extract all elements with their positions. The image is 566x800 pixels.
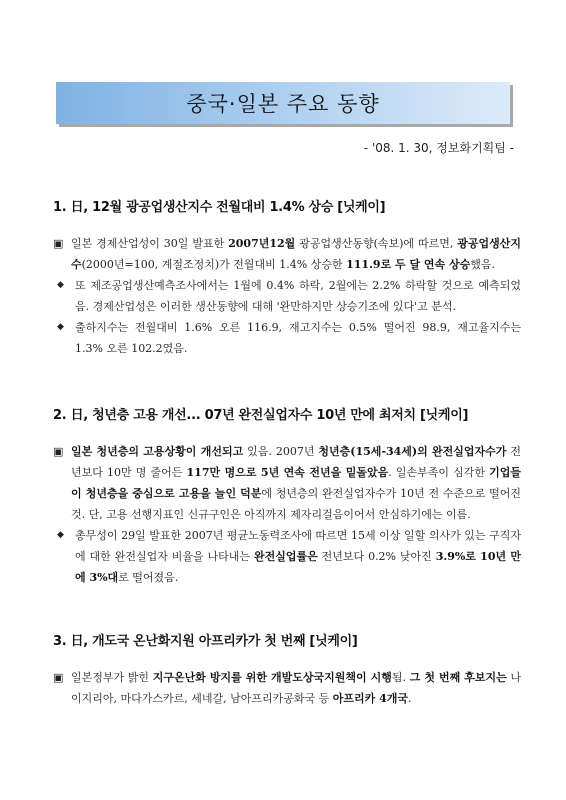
- bold-text-segment: 3.9%로 10년 만에 3%대: [75, 550, 521, 584]
- diamond-bullet-icon: ◆: [57, 280, 64, 290]
- section-2: [53, 404, 521, 588]
- bold-text-segment: 117만 명으로 5년 연속 전년을 밑돌았음: [186, 466, 389, 479]
- text-segment: 있음. 2007년: [243, 445, 319, 458]
- page-title: 중국·일본 주요 동향: [186, 92, 380, 116]
- bold-text-segment: 아프리카 4개국: [332, 692, 408, 705]
- paragraph-text: [71, 667, 521, 709]
- bold-text-segment: 일본 청년층의 고용상황이 개선되고: [71, 445, 244, 458]
- diamond-bullet-icon: ◆: [57, 322, 64, 332]
- main-paragraph: [53, 667, 521, 709]
- title-banner: [56, 82, 510, 124]
- text-segment: .: [408, 692, 412, 705]
- text-segment: 로 떨어졌음.: [118, 571, 179, 584]
- paragraph-text: [71, 233, 521, 275]
- square-bullet-icon: ▣: [53, 671, 64, 684]
- diamond-bullet-icon: ◆: [57, 530, 64, 540]
- bullet-item: [57, 317, 521, 359]
- text-segment: 나이지리아, 마다가스카르, 세네갈, 남아프리카공화국 등: [71, 671, 522, 705]
- bullet-item: [57, 275, 521, 317]
- main-paragraph: [53, 441, 521, 525]
- section-heading: 1. 日, 12월 광공업생산지수 전월대비 1.4% 상승 [닛케이]: [53, 200, 386, 215]
- text-segment: 됨.: [391, 671, 410, 684]
- paragraph-text: [71, 441, 521, 525]
- section-heading: 3. 日, 개도국 온난화지원 아프리카가 첫 번째 [닛케이]: [53, 634, 358, 649]
- text-segment: . 일손부족이 심각한: [388, 466, 490, 479]
- square-bullet-icon: ▣: [53, 445, 64, 458]
- text-segment: 일본정부가 밝힌: [71, 671, 153, 684]
- bold-text-segment: 광공업생산지수: [71, 237, 521, 271]
- text-segment: 에 청년층의 완전실업자수가 10년 전 수준으로 떨어진 것. 단, 고용 선행지표인 신규구인은 아직까지 제자리걸음이어서 안심하기에는 이름.: [71, 487, 522, 521]
- bold-text-segment: 지구온난화 방지를 위한 개발도상국지원책이 시행: [152, 671, 392, 684]
- text-segment: 전년보다 0.2% 낮아진: [317, 550, 436, 563]
- dateline: - '08. 1. 30, 정보화기획팀 -: [363, 141, 514, 155]
- text-segment: 했음.: [470, 258, 496, 271]
- bullet-item: [57, 525, 521, 588]
- text-segment: (2000년=100, 계절조정치)가 전월대비 1.4% 상승한: [81, 258, 347, 271]
- bullet-text: [75, 525, 521, 588]
- bold-text-segment: 완전실업률은: [253, 550, 318, 563]
- bullet-text: 출하지수는 전월대비 1.6% 오른 116.9, 재고지수는 0.5% 떨어진 98.9, 재고율지수는 1.3% 오른 102.2였음.: [75, 321, 521, 355]
- bold-text-segment: 111.9로 두 달 연속 상승: [346, 258, 471, 271]
- bold-text-segment: 2007년12월: [228, 237, 296, 250]
- bold-text-segment: 그 첫 번째 후보지는: [409, 671, 507, 684]
- bold-text-segment: 청년층(15세-34세)의 완전실업자수가: [318, 445, 507, 458]
- bullet-text: 또 제조공업생산예측조사에서는 1월에 0.4% 하락, 2월에는 2.2% 하락할 것으로 예측되었음. 경제산업성은 이러한 생산동향에 대해 '완만하지만 상승기조에 있다'고 분석.: [75, 279, 521, 313]
- bold-text-segment: 기업들이 청년층을 중심으로 고용을 늘인 덕분: [71, 466, 521, 500]
- text-segment: 전년보다 10만 명 줄어든: [71, 445, 522, 479]
- main-paragraph: [53, 233, 521, 275]
- section-heading: 2. 日, 청년층 고용 개선... 07년 완전실업자수 10년 만에 최저치 [닛케이]: [53, 408, 469, 423]
- text-segment: 총무성이 29일 발표한 2007년 평균노동력조사에 따르면 15세 이상 일할 의사가 있는 구직자에 대한 완전실업자 비율을 나타내는: [75, 529, 521, 563]
- section-1: [53, 196, 521, 359]
- square-bullet-icon: ▣: [53, 237, 64, 250]
- text-segment: 광공업생산동향(속보)에 따르면,: [295, 237, 458, 250]
- section-3: [53, 630, 521, 709]
- text-segment: 일본 경제산업성이 30일 발표한: [71, 237, 229, 250]
